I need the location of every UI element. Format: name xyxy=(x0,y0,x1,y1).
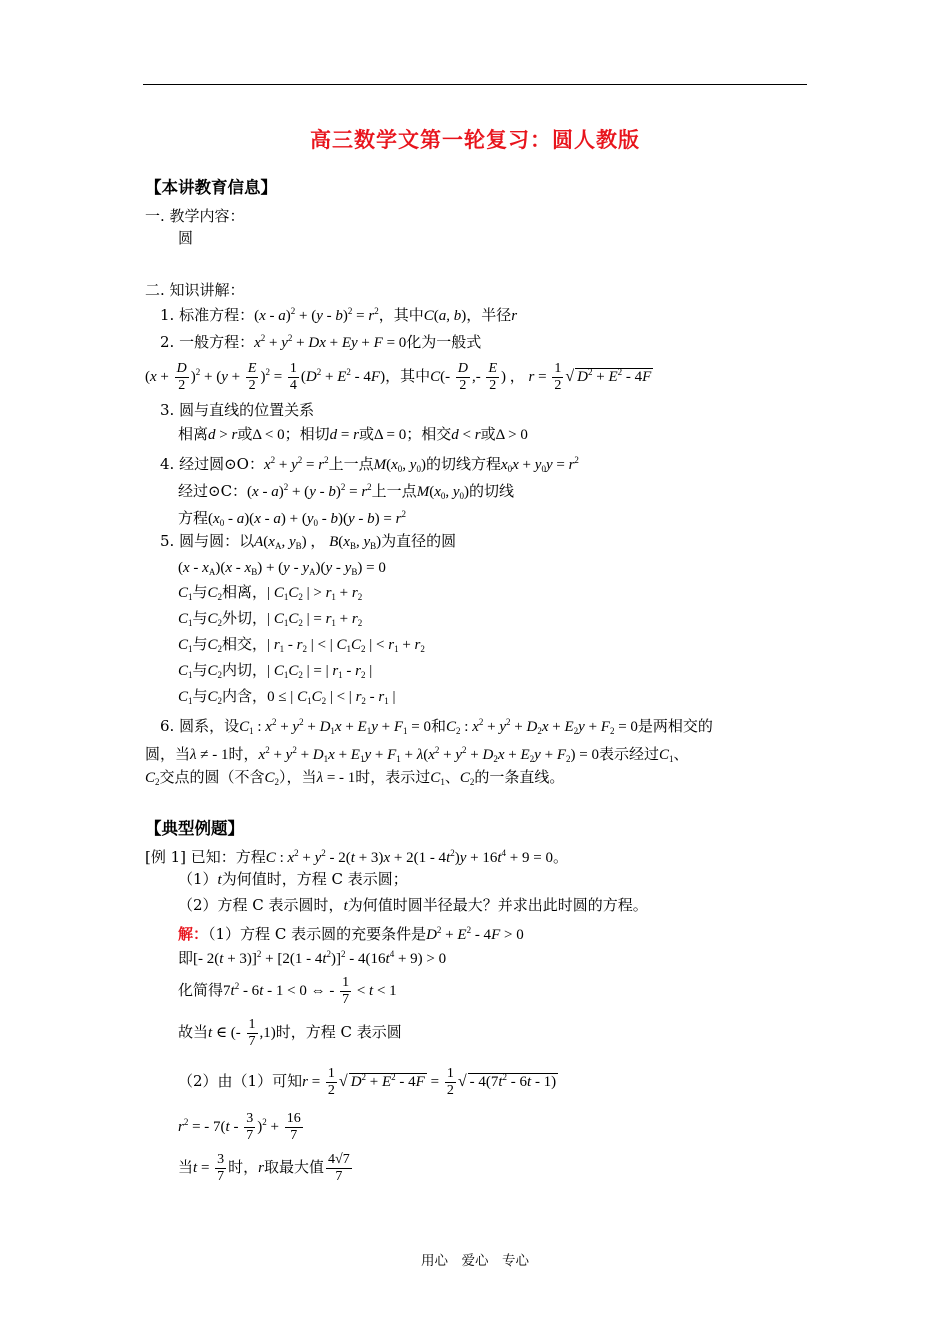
item-tangent-c: 经过⊙C：$(x - a)^2 + (y - b)^2 = r^2$上一点$M(x_0$, $y_0$)的切线 xyxy=(178,482,515,501)
item-standard-equation: 1. 标准方程：$(x - a)^2 + (y - b)^2 = r^2$，其中C(a, b)，半径r xyxy=(160,306,518,324)
solution-1: 解：（1）方程 C 表示圆的充要条件是$D^2 + E^2 - 4F > 0$ xyxy=(178,925,524,943)
solution-2-radius: （2）由（1）可知r = $\frac{1}{2}$ √ $D^2 + E^2 - 4F$ = $\frac{1}{2}$ √ - $4(7t^2 - 6t - 1)$ xyxy=(178,1066,557,1099)
section-heading-info: 【本讲教育信息】 xyxy=(145,178,277,197)
circle-family-line3: $C_2$交点的圆（不含$C_2$），当λ = - 1时，表示过$C_1$、$C_2$的一条直线。 xyxy=(145,768,565,787)
diameter-circle-equation: $(x - x_A)(x - x_B) + (y - y_A)(y - y_B) = 0$ xyxy=(178,560,386,577)
solution-step-ji: 即[- $2(t + 3)]^2 + [2(1 - 4t^2)]^2 - 4(16t^4 + 9) > 0$ xyxy=(178,949,447,967)
solution-max: 当t = $\frac{3}{7}$ 时，r取最大值 $\frac{4√7}{7}$ xyxy=(178,1152,350,1185)
general-form-formula: (x + $\frac{D}{2}$ )$^2$ + (y + $\frac{E}{2}$ )$^2$ = $\frac{1}{4}$ $(D^2 + E^2 - 4F)$，其中C(- $\frac{D}{2}$ ,- $\frac{E}{2}$ ) ， r = $\frac{1}{2}$ √ $D^2 + E^2 - 4F$ xyxy=(145,361,652,394)
solution-step-simplify: 化简得$7t^2 - 6t - 1 < 0$ ⇔ - $\frac{1}{7}$ < t < 1 xyxy=(178,975,397,1008)
page-footer: 用心 爱心 专心 xyxy=(421,1253,529,1269)
relation-separate: $C_1$与$C_2$相离，| $C_1C_2$ | > $r_1 + r_2$ xyxy=(178,583,363,602)
question-1: （1）t为何值时，方程 C 表示圆； xyxy=(178,870,408,888)
question-2: （2）方程 C 表示圆时，t为何值时圆半径最大？并求出此时圆的方程。 xyxy=(178,896,648,914)
teach-content: 圆 xyxy=(178,229,194,247)
tangent-c-equation: 方程$(x_0 - a)(x - a) + (y_0 - b)(y - b) = r^2$ xyxy=(178,509,406,528)
solution-r-squared: $r^2$ = - 7(t - $\frac{3}{7}$ )$^2$ + $\frac{16}{7}$ xyxy=(178,1111,301,1144)
example-1-statement: [例 1] 已知：方程C : $x^2 + y^2 - 2(t + 3)x + 2(1 - 4t^2)y + 16t^4 + 9 = 0$。 xyxy=(145,848,568,866)
item-circle-family: 6. 圆系，设$C_1$ : $x^2 + y^2 + D_1x + E_1y + F_1 = 0$和$C_2$ : $x^2 + y^2 + D_2x + E_2y + F_2 = 0$是两相交的 xyxy=(160,717,713,736)
relation-internal-tangent: $C_1$与$C_2$内切，| $C_1C_2$ | = | $r_1 - r_2$ | xyxy=(178,661,373,680)
item-general-equation: 2. 一般方程：$x^2 + y^2 + Dx + Ey + F = 0$化为一般式 xyxy=(160,333,482,351)
relation-contain: $C_1$与$C_2$内含，0 ≤ | $C_1C_2$ | < | $r_2 - r_1$ | xyxy=(178,687,396,706)
item-tangent-o: 4. 经过圆⊙O：$x^2 + y^2 = r^2$上一点$M(x_0$, $y_0$)的切线方程$x_0x + y_0y = r^2$ xyxy=(160,455,579,474)
header-rule xyxy=(143,84,807,85)
item-line-circle: 3. 圆与直线的位置关系 xyxy=(160,401,315,419)
line-circle-relations: 相离d > r或Δ < 0；相切d = r或Δ = 0；相交d < r或Δ > 0 xyxy=(178,425,528,443)
item-circle-circle: 5. 圆与圆：以$A(x_A$, $y_B$) ， $B(x_B$, $y_B$)为直径的圆 xyxy=(160,532,457,551)
relation-external-tangent: $C_1$与$C_2$外切，| $C_1C_2$ | = $r_1 + r_2$ xyxy=(178,609,363,628)
relation-intersect: $C_1$与$C_2$相交，| $r_1 - r_2$ | < | $C_1C_2$ | < $r_1 + r_2$ xyxy=(178,635,425,654)
circle-family-line2: 圆，当λ ≠ - 1时，$x^2 + y^2 + D_1x + E_1y + F_1 + \lambda(x^2 + y^2 + D_2x + E_2y + F_2) = 0$表示经过$C_1$、 xyxy=(145,745,689,764)
section-heading-examples: 【典型例题】 xyxy=(145,819,244,838)
knowledge-label: 二. 知识讲解： xyxy=(145,281,245,299)
teach-label: 一. 教学内容： xyxy=(145,207,245,225)
page-title: 高三数学文第一轮复习：圆人教版 xyxy=(310,127,640,152)
solution-step-range: 故当t ∈ (- $\frac{1}{7}$ ,1)时，方程 C 表示圆 xyxy=(178,1017,402,1050)
